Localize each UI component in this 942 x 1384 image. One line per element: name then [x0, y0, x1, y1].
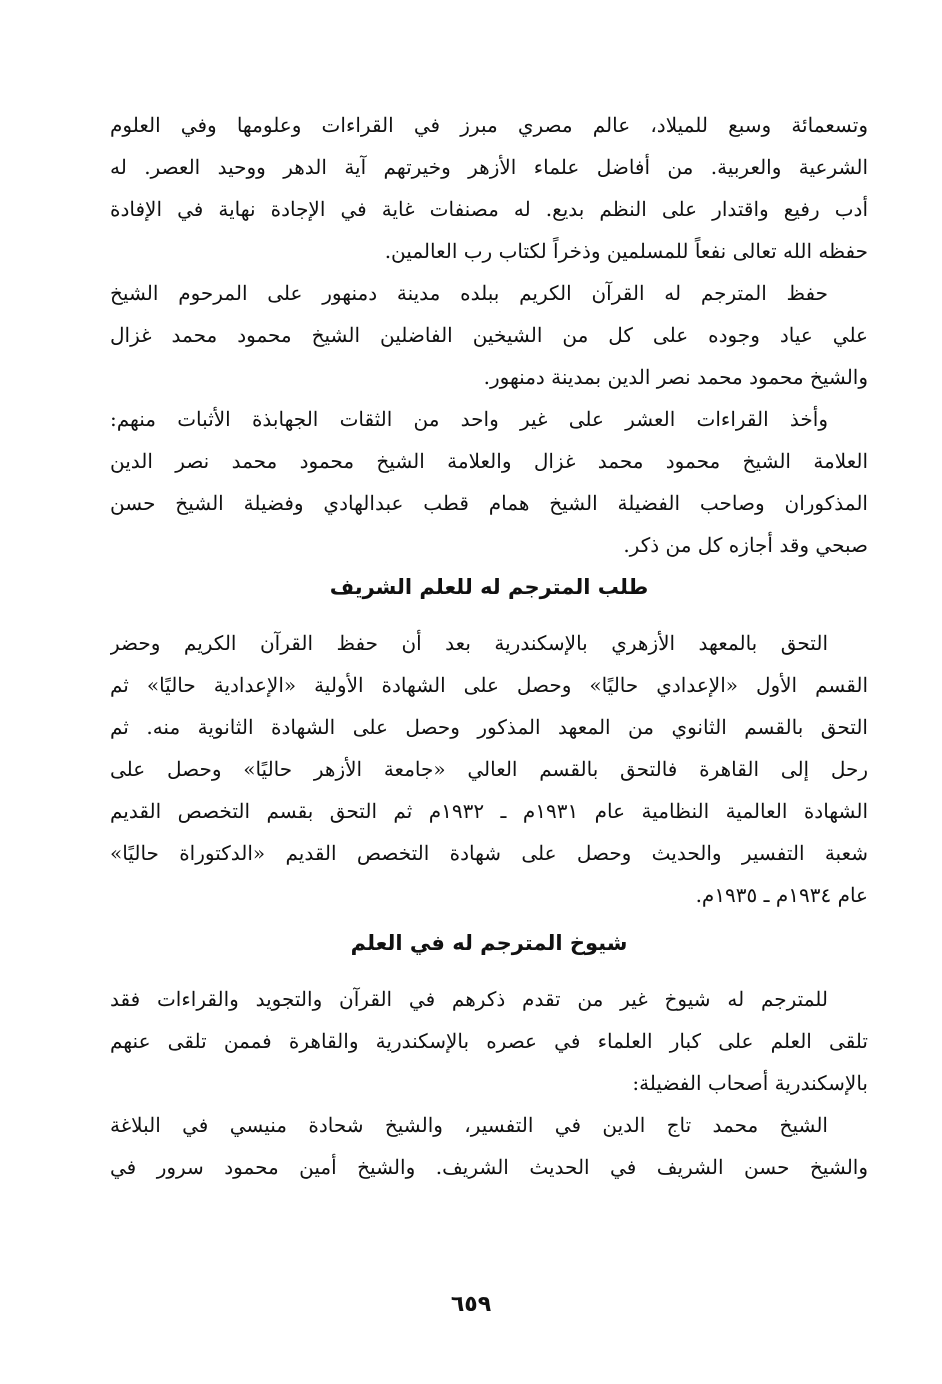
text-line: تلقى العلم على كبار العلماء في عصره بالإسكندرية والقاهرة فممن تلقى عنهم	[110, 1029, 868, 1053]
text-line: حفظه الله تعالى نفعاً للمسلمين وذخراً لكتاب رب العالمين.	[384, 239, 868, 263]
text-line: العلامة الشيخ محمود محمد غزال والعلامة الشيخ محمود محمد نصر الدين	[110, 449, 868, 473]
section-heading: طلب المترجم له للعلم الشريف	[329, 575, 649, 599]
page-number: ٦٥٩	[450, 1292, 492, 1317]
text-line: وتسعمائة وسبع للميلاد، عالم مصري مبرز في القراءات وعلومها وفي العلوم	[110, 113, 868, 137]
text-line: التحق بالمعهد الأزهري بالإسكندرية بعد أن حفظ القرآن الكريم وحضر	[110, 631, 828, 655]
text-line: عام ١٩٣٤م ـ ١٩٣٥م.	[695, 883, 868, 907]
text-line: الشرعية والعربية. من أفاضل علماء الأزهر وخيرتهم آية الدهر ووحيد العصر. له	[110, 155, 868, 179]
text-line: الشهادة العالمية النظامية عام ١٩٣١م ـ ١٩٣٢م ثم التحق بقسم التخصص القديم	[110, 799, 868, 823]
text-line: التحق بالقسم الثانوي من المعهد المذكور وحصل على الشهادة الثانوية منه. ثم	[110, 715, 868, 739]
text-line: للمترجم له شيوخ غير من تقدم ذكرهم في القرآن والتجويد والقراءات فقد	[110, 987, 828, 1011]
text-line: المذكوران وصاحب الفضيلة الشيخ همام قطب عبدالهادي وفضيلة الشيخ حسن	[110, 491, 868, 515]
body-text	[110, 104, 868, 1188]
text-line: علي عياد وجوده على كل من الشيخين الفاضلين الشيخ محمود محمد غزال	[110, 323, 868, 347]
text-line: رحل إلى القاهرة فالتحق بالقسم العالي «جامعة الأزهر حاليًا» وحصل على	[110, 757, 868, 781]
text-line: الشيخ محمد تاج الدين في التفسير، والشيخ شحادة منيسي في البلاغة	[110, 1113, 828, 1137]
text-line: وأخذ القراءات العشر على غير واحد من الثقات الجهابذة الأثبات منهم:	[110, 407, 828, 431]
text-line: بالإسكندرية أصحاب الفضيلة:	[632, 1071, 868, 1095]
text-line: صبحي وقد أجازه كل من ذكر.	[623, 533, 868, 557]
text-line: والشيخ محمود محمد نصر الدين بمدينة دمنهور.	[483, 365, 868, 389]
text-line: القسم الأول «الإعدادي حاليًا» وحصل على الشهادة الأولية «الإعدادية حاليًا» ثم	[110, 673, 868, 697]
text-line: شعبة التفسير والحديث وحصل على شهادة التخصص القديم «الدكتوراة حاليًا»	[110, 841, 868, 865]
text-line: أدب رفيع واقتدار على النظم بديع. له مصنفات غاية في الإجادة نهاية في الإفادة	[110, 197, 868, 221]
text-line: حفظ المترجم له القرآن الكريم ببلده مدينة دمنهور على المرحوم الشيخ	[110, 281, 828, 305]
section-heading: شيوخ المترجم له في العلم	[350, 931, 628, 955]
text-line: والشيخ حسن الشريف في الحديث الشريف. والشيخ أمين محمود سرور في	[110, 1155, 868, 1179]
